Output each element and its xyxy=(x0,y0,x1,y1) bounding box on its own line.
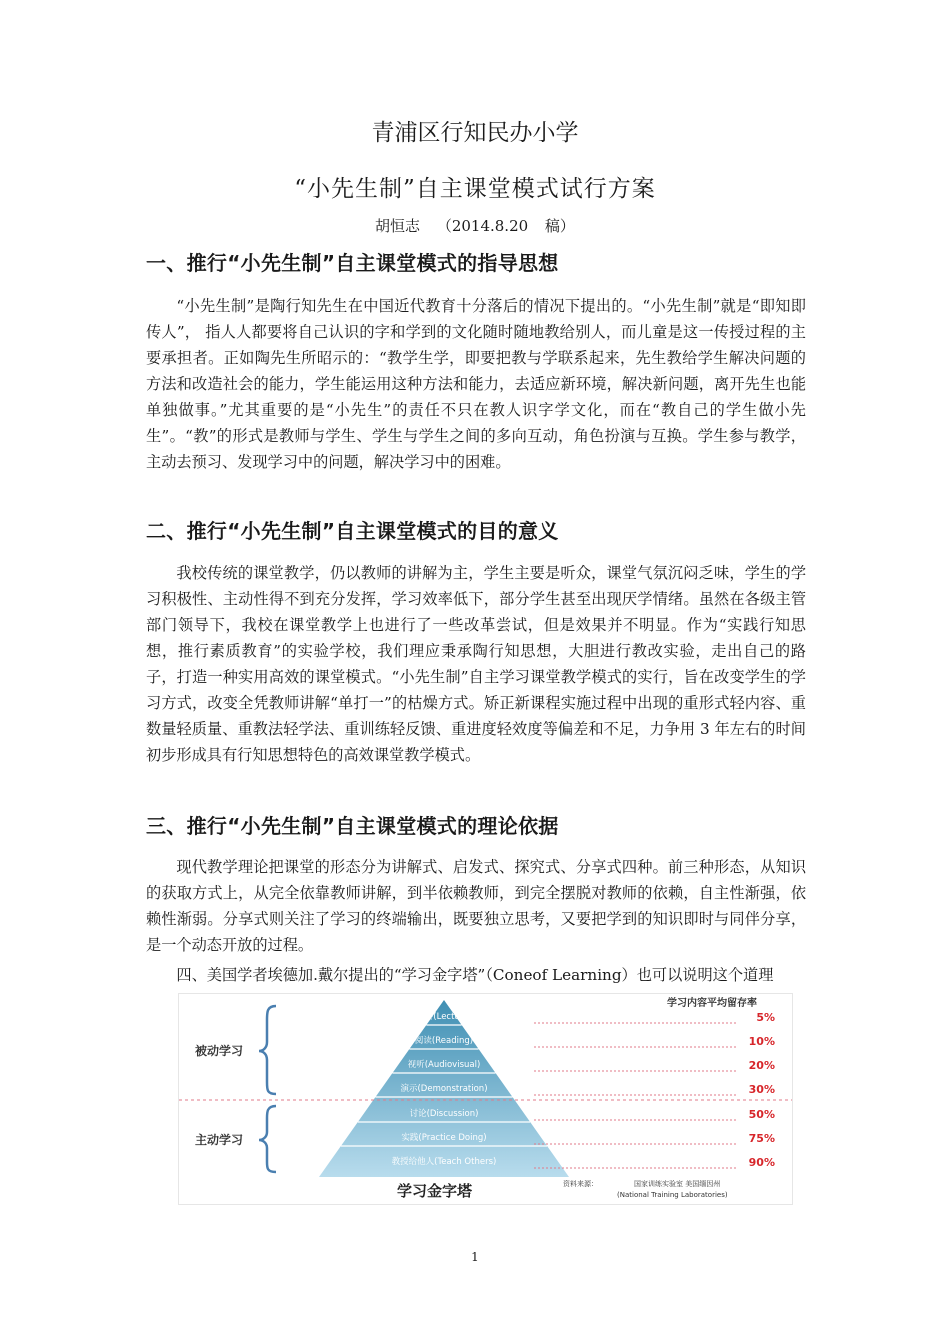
active-learning-label: 主动学习 xyxy=(195,1133,244,1147)
retention-header: 学习内容平均留存率 xyxy=(667,998,757,1009)
pyramid-level-label: 视听(Audiovisual) xyxy=(407,1060,481,1070)
retention-percent: 50% xyxy=(748,1108,775,1121)
section-3-paragraph: 现代教学理论把课堂的形态分为讲解式、启发式、探究式、分享式四种。前三种形态，从知识的获取方式上，从完全依靠教师讲解，到半依赖教师，到完全摆脱对教师的依赖，自主性渐强，依赖性渐弱。分享式则关注了学习的终端输出，既要独立思考，又要把学到的知识即时与同伴分享，是一个动态开放的过程。 xyxy=(146,858,806,954)
pyramid-level-label: 听讲(Lecture) xyxy=(416,1012,472,1022)
source-line-2: (National Training Laboratories) xyxy=(617,1191,728,1199)
pyramid-level-label: 阅读(Reading) xyxy=(414,1036,474,1046)
section-heading-1: 一、推行“小先生制”自主课堂模式的指导思想 xyxy=(146,251,559,275)
section-heading-3: 三、推行“小先生制”自主课堂模式的理论依据 xyxy=(146,814,559,838)
pyramid-level-label: 教授给他人(Teach Others) xyxy=(391,1157,497,1167)
author-line: 胡恒志 （2014.8.20 稿） xyxy=(375,217,575,235)
section-3-paragraph-pyramid-intro: 四、美国学者埃德加.戴尔提出的“学习金字塔”（Coneof Learning）也可以说明这个道理 xyxy=(176,966,774,984)
retention-percent: 20% xyxy=(748,1059,775,1072)
passive-learning-label: 被动学习 xyxy=(195,1044,244,1058)
document-title-plan: “小先生制”自主课堂模式试行方案 xyxy=(294,176,656,202)
retention-percent: 75% xyxy=(748,1132,775,1145)
retention-percent: 5% xyxy=(756,1011,775,1024)
learning-pyramid-svg xyxy=(179,994,792,1204)
pyramid-level-label: 实践(Practice Doing) xyxy=(401,1133,487,1143)
document-title-school: 青浦区行知民办小学 xyxy=(371,120,579,146)
pyramid-level-label: 讨论(Discussion) xyxy=(409,1109,479,1119)
active-brace-icon xyxy=(259,1106,276,1172)
retention-percent: 30% xyxy=(748,1083,775,1096)
page-number: 1 xyxy=(471,1250,479,1264)
source-line-1: 国家训练实验室 美国缅因州 xyxy=(634,1180,721,1188)
section-heading-2: 二、推行“小先生制”自主课堂模式的目的意义 xyxy=(146,519,559,543)
pyramid-level-label: 演示(Demonstration) xyxy=(400,1084,488,1094)
section-1-paragraph: “小先生制”是陶行知先生在中国近代教育十分落后的情况下提出的。“小先生制”就是“即知即传人”， 指人人都要将自己认识的字和学到的文化随时随地教给别人，而儿童是这一传授过程的主要承担者。正如陶先生所昭示的：“教学生学，即要把教与学联系起来，先生教给学生解决问题的方法和改造社会的能力，学生能运用这种方法和能力，去适应新环境，解决新问题，离开先生也能单独做事。”尤其重要的是“小先生”的责任不只在教人识字学文化，而在“教自己的学生做小先生”。“教”的形式是教师与学生、学生与学生之间的多向互动，角色扮演与互换。学生参与教学，主动去预习、发现学习中的问题，解决学习中的困难。 xyxy=(146,297,806,471)
retention-percent: 90% xyxy=(748,1156,775,1169)
figure-caption: 学习金字塔 xyxy=(397,1182,473,1200)
passive-brace-icon xyxy=(259,1006,276,1094)
retention-percent: 10% xyxy=(748,1035,775,1048)
learning-pyramid-figure xyxy=(178,993,793,1205)
section-2-paragraph: 我校传统的课堂教学，仍以教师的讲解为主，学生主要是听众，课堂气氛沉闷乏味，学生的学习积极性、主动性得不到充分发挥，学习效率低下，部分学生甚至出现厌学情绪。虽然在各级主管部门领导下，我校在课堂教学上也进行了一些改革尝试，但是效果并不明显。作为“实践行知思想，推行素质教育”的实验学校，我们理应秉承陶行知思想，大胆进行教改实验，走出自己的路子，打造一种实用高效的课堂模式。“小先生制”自主学习课堂教学模式的实行，旨在改变学生的学习方式，改变全凭教师讲解“单打一”的枯燥方式。矫正新课程实施过程中出现的重形式轻内容、重数量轻质量、重教法轻学法、重训练轻反馈、重进度轻效度等偏差和不足，力争用 3 年左右的时间初步形成具有行知思想特色的高效课堂教学模式。 xyxy=(146,564,806,764)
source-label: 资料来源： xyxy=(563,1180,598,1188)
